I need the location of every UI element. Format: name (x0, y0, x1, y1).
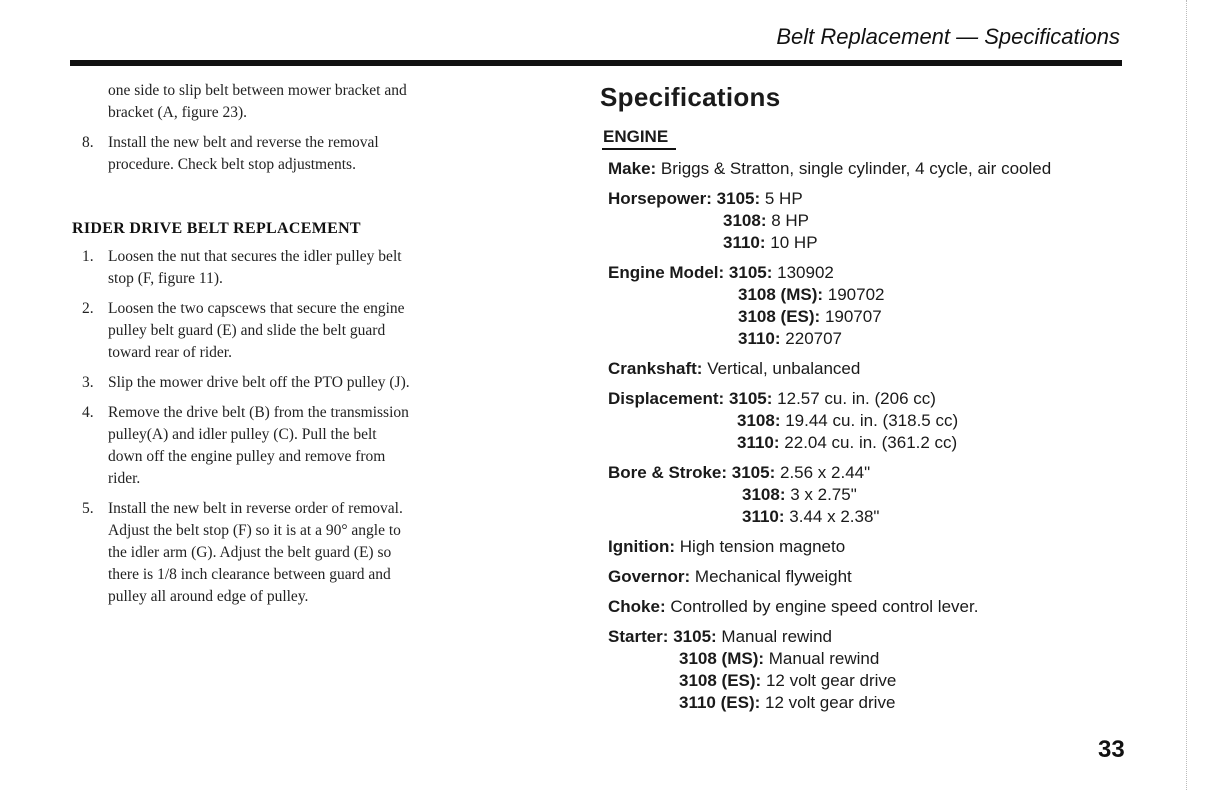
list-item-step-8 (72, 132, 412, 176)
spec-ignition (608, 536, 1138, 558)
list-item-step-1 (72, 246, 412, 290)
left-column (72, 80, 412, 616)
model-code: 3108: (723, 211, 767, 230)
spec-value: 10 HP (770, 233, 818, 252)
header-title: Belt Replacement — Specifications (776, 24, 1120, 49)
spec-value: 190702 (827, 285, 885, 304)
step-text: Remove the drive belt (B) from the transmission pulley(A) and idler pulley (C). Pull the belt down off the engine pulley and remove from rider. (108, 404, 409, 487)
step-number: 2. (82, 300, 94, 317)
model-code: 3105: (728, 389, 773, 408)
spec-value: Vertical, unbalanced (707, 359, 861, 378)
model-code: 3108 (MS): (738, 285, 824, 304)
spec-value: 190707 (824, 307, 882, 326)
page-edge-divider (1186, 0, 1188, 790)
engine-section-label: ENGINE (602, 127, 676, 150)
spec-line (608, 692, 1138, 714)
spec-line (608, 626, 1138, 648)
spec-line (608, 388, 1138, 410)
spec-label: Ignition: (608, 537, 676, 556)
list-item-step-2 (72, 298, 412, 364)
spec-value: 220707 (785, 329, 843, 348)
rider-drive-belt-heading: RIDER DRIVE BELT REPLACEMENT (72, 220, 361, 237)
model-code: 3110: (737, 433, 780, 452)
step-text: Loosen the two capscews that secure the engine pulley belt guard (E) and slide the belt guard toward rear of rider. (108, 300, 405, 361)
spec-value: 12 volt gear drive (765, 693, 896, 712)
spec-value: 8 HP (771, 211, 810, 230)
spec-value: 12.57 cu. in. (206 cc) (777, 389, 936, 408)
spec-label: Horsepower: (608, 189, 712, 208)
model-code: 3108: (737, 411, 781, 430)
page-number: 33 (1098, 736, 1125, 763)
spec-line (608, 188, 1138, 210)
model-code: 3108: (742, 485, 786, 504)
step-number: 5. (82, 500, 94, 517)
spec-label: Choke: (608, 597, 666, 616)
spec-label: Governor: (608, 567, 691, 586)
model-code: 3105: (728, 263, 773, 282)
spec-value: Briggs & Stratton, single cylinder, 4 cycle, air cooled (660, 159, 1052, 178)
header-rule (70, 60, 1122, 66)
spec-starter (608, 626, 1138, 714)
spec-line (608, 462, 1138, 484)
spec-line (608, 306, 1138, 328)
spec-line (608, 670, 1138, 692)
spec-crankshaft (608, 358, 1138, 380)
step-text: Loosen the nut that secures the idler pulley belt stop (F, figure 11). (108, 248, 402, 287)
model-code: 3105: (673, 627, 717, 646)
spec-label: Bore & Stroke: (608, 463, 728, 482)
model-code: 3108 (ES): (679, 671, 762, 690)
spec-horsepower (608, 188, 1138, 254)
list-item-step-4 (72, 402, 412, 490)
spec-line (608, 506, 1138, 528)
step-number: 8. (82, 134, 94, 151)
spec-value: 12 volt gear drive (765, 671, 897, 690)
spec-line (608, 262, 1138, 284)
spec-make (608, 158, 1138, 180)
spec-value: High tension magneto (679, 537, 846, 556)
specifications-column (598, 82, 1138, 714)
step-number: 3. (82, 374, 94, 391)
model-code: 3105: (716, 189, 761, 208)
spec-bore-stroke (608, 462, 1138, 528)
spec-value: Manual rewind (721, 627, 832, 646)
model-code: 3110 (ES): (679, 693, 761, 712)
step-number: 1. (82, 248, 94, 265)
spec-value: 130902 (777, 263, 834, 282)
spec-value: 3 x 2.75" (790, 485, 857, 504)
spec-engine-model (608, 262, 1138, 350)
engine-spec-list (608, 158, 1138, 714)
spec-value: 3.44 x 2.38" (789, 507, 880, 526)
spec-line (608, 284, 1138, 306)
list-item-step-3 (72, 372, 412, 394)
model-code: 3105: (731, 463, 776, 482)
spec-value: 5 HP (764, 189, 803, 208)
spec-value: 19.44 cu. in. (318.5 cc) (785, 411, 959, 430)
spec-value: 22.04 cu. in. (361.2 cc) (784, 433, 958, 452)
spec-value: Manual rewind (768, 649, 880, 668)
model-code: 3108 (MS): (679, 649, 765, 668)
spec-label: Engine Model: (608, 263, 725, 282)
step-number: 4. (82, 404, 94, 421)
spec-line (608, 648, 1138, 670)
spec-label: Starter: (608, 627, 669, 646)
spec-label: Crankshaft: (608, 359, 703, 378)
specifications-title: Specifications (600, 82, 781, 112)
spec-line (608, 484, 1138, 506)
spec-choke (608, 596, 1138, 618)
continued-paragraph: one side to slip belt between mower bracket and bracket (A, figure 23). (108, 82, 407, 121)
spec-value: Mechanical flyweight (694, 567, 852, 586)
spec-line (608, 410, 1138, 432)
spec-line (608, 432, 1138, 454)
spec-line (608, 210, 1138, 232)
spec-line (608, 232, 1138, 254)
spec-value: Controlled by engine speed control lever. (670, 597, 979, 616)
model-code: 3110: (742, 507, 785, 526)
step-text: Install the new belt and reverse the removal procedure. Check belt stop adjustments. (108, 134, 379, 173)
model-code: 3110: (738, 329, 781, 348)
spec-governor (608, 566, 1138, 588)
model-code: 3108 (ES): (738, 307, 821, 326)
spec-label: Displacement: (608, 389, 725, 408)
step-text: Slip the mower drive belt off the PTO pulley (J). (108, 374, 410, 391)
model-code: 3110: (723, 233, 766, 252)
spec-displacement (608, 388, 1138, 454)
spec-value: 2.56 x 2.44" (779, 463, 871, 482)
spec-line (608, 328, 1138, 350)
list-item-step-5 (72, 498, 412, 608)
spec-label: Make: (608, 159, 657, 178)
step-text: Install the new belt in reverse order of removal. Adjust the belt stop (F) so it is at a 90° angle to the idler arm (G). Adjust the belt guard (E) so there is 1/8 inch clearance between guard and pulley all around edge of pulley. (108, 500, 403, 605)
